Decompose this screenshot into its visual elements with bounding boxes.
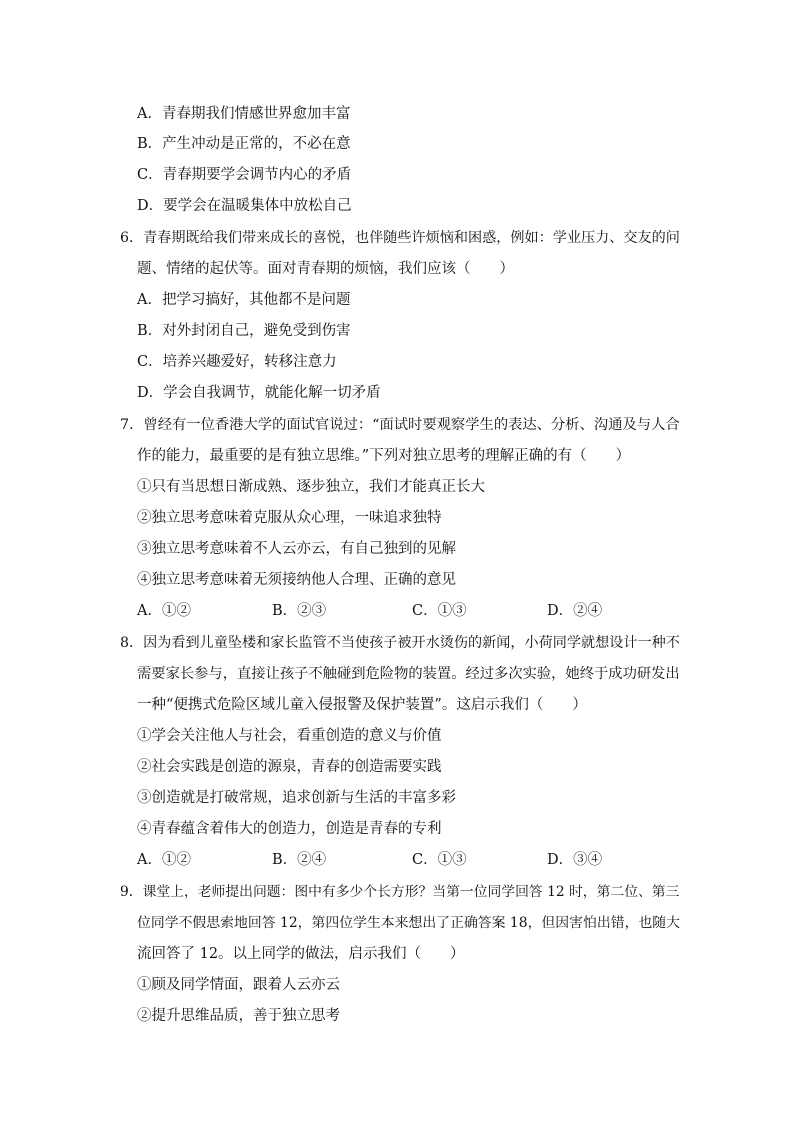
q7-choice-d: D．②④ [547,603,603,619]
q8-statement-3: ③创造就是打破常规，追求创新与生活的丰富多彩 [137,790,456,806]
q7-choice-c: C．①③ [412,603,467,619]
q8-stem-line-3: 一种“便携式危险区域儿童入侵报警及保护装置”。这启示我们（ ） [137,697,587,713]
q9-stem-line-3: 流回答了 12。以上同学的做法，启示我们（ ） [137,946,465,962]
q5-option-c: C．青春期要学会调节内心的矛盾 [137,167,352,183]
q6-stem-line-2: 题、情绪的起伏等。面对青春期的烦恼，我们应该（ ） [137,261,514,277]
q6-stem-line-1: 6．青春期既给我们带来成长的喜悦，也伴随些许烦恼和困惑，例如：学业压力、交友的问 [120,230,680,246]
q7-stem-line-2: 作的能力，最重要的是有独立思维。”下列对独立思考的理解正确的有（ ） [137,448,631,464]
q7-choice-b: B．②③ [272,603,327,619]
q8-choices [137,850,677,870]
q5-option-b: B．产生冲动是正常的，不必在意 [137,136,351,152]
q9-statement-2: ②提升思维品质，善于独立思考 [137,1008,340,1024]
q7-statement-1: ①只有当思想日渐成熟、逐步独立，我们才能真正长大 [137,479,485,495]
q9-stem-line-1: 9．课堂上，老师提出问题：图中有多少个长方形？当第一位同学回答 12 时，第二位、第三 [120,884,680,900]
q7-statement-2: ②独立思考意味着克服从众心理，一味追求独特 [137,510,442,526]
q8-choice-c: C．①③ [412,852,467,868]
q8-choice-b: B．②④ [272,852,327,868]
q6-option-b: B．对外封闭自己，避免受到伤害 [137,323,351,339]
q8-statement-4: ④青春蕴含着伟大的创造力，创造是青春的专利 [137,821,442,837]
q8-statement-1: ①学会关注他人与社会，看重创造的意义与价值 [137,728,442,744]
q5-option-a: A．青春期我们情感世界愈加丰富 [137,106,351,122]
q7-statement-4: ④独立思考意味着无须接纳他人合理、正确的意见 [137,572,456,588]
q5-option-d: D．要学会在温暖集体中放松自己 [137,198,352,214]
q7-choice-a: A．①② [137,603,191,619]
q8-statement-2: ②社会实践是创造的源泉，青春的创造需要实践 [137,759,442,775]
q6-option-a: A．把学习搞好，其他都不是问题 [137,292,351,308]
q8-stem-line-2: 需要家长参与，直接让孩子不触碰到危险物的装置。经过多次实验，她终于成功研发出 [137,666,680,682]
q8-stem-line-1: 8．因为看到儿童坠楼和家长监管不当使孩子被开水烫伤的新闻，小荷同学就想设计一种不 [120,635,680,651]
q7-stem-line-1: 7．曾经有一位香港大学的面试官说过：“面试时要观察学生的表达、分析、沟通及与人合 [120,417,680,433]
q8-choice-d: D．③④ [547,852,603,868]
q6-option-d: D．学会自我调节，就能化解一切矛盾 [137,385,381,401]
q7-choices [137,601,677,621]
q7-statement-3: ③独立思考意味着不人云亦云，有自己独到的见解 [137,541,456,557]
q8-choice-a: A．①② [137,852,191,868]
q9-stem-line-2: 位同学不假思索地回答 12，第四位学生本来想出了正确答案 18，但因害怕出错，也随大 [137,915,681,931]
q9-statement-1: ①顾及同学情面，跟着人云亦云 [137,977,340,993]
q6-option-c: C．培养兴趣爱好，转移注意力 [137,354,337,370]
